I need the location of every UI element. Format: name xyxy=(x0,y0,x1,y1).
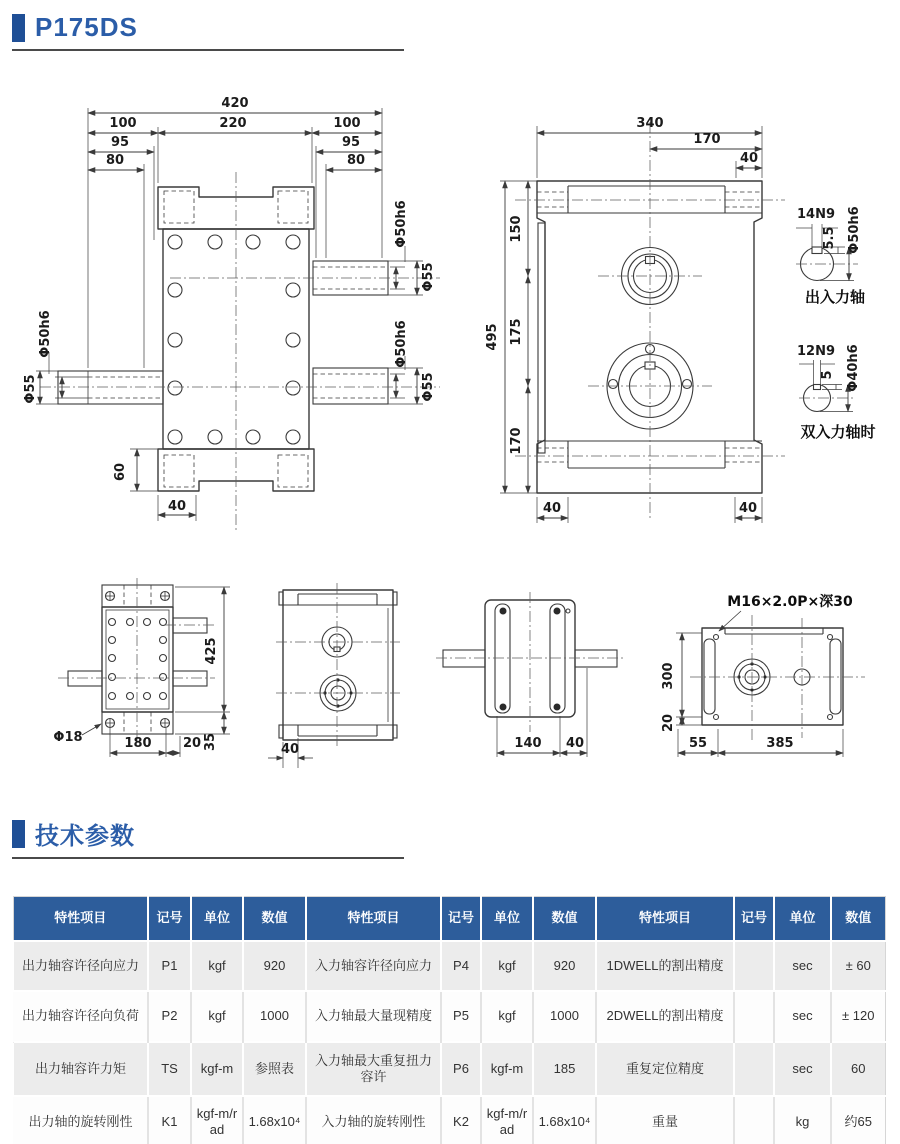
dim-label: 60 xyxy=(113,462,128,482)
section-header-specs xyxy=(12,816,404,859)
dim-label: 150 xyxy=(509,215,524,243)
dim-label: 170 xyxy=(693,132,721,147)
table-cell: kgf-m xyxy=(481,1042,533,1096)
dim-label: 425 xyxy=(204,637,219,665)
dim-label: 300 xyxy=(661,662,676,690)
table-header-cell: 数值 xyxy=(831,897,885,942)
table-cell: kgf xyxy=(481,941,533,991)
dim-label: 5.5 xyxy=(822,226,837,250)
table-cell: ± 60 xyxy=(831,941,885,991)
dim-label: 80 xyxy=(346,153,366,168)
bolt-holes xyxy=(168,235,300,444)
drawing-top-left-view xyxy=(23,96,440,532)
table-cell: kg xyxy=(774,1096,831,1144)
shaft-detail-dual-input xyxy=(797,344,876,441)
dim-label: 100 xyxy=(109,116,137,131)
table-row xyxy=(13,1096,885,1144)
table-cell: kgf-m xyxy=(191,1042,243,1096)
table-row xyxy=(13,941,885,991)
section-header-model xyxy=(12,12,404,51)
table-cell: kgf xyxy=(191,941,243,991)
table-cell: 约65 xyxy=(831,1096,885,1144)
face-holes xyxy=(109,619,167,700)
table-cell: ± 120 xyxy=(831,991,885,1042)
section-underline xyxy=(12,49,404,51)
table-cell: 60 xyxy=(831,1042,885,1096)
dim-label: 35 xyxy=(203,732,218,752)
table-cell: kgf-m/rad xyxy=(191,1096,243,1144)
table-cell: 2DWELL的割出精度 xyxy=(596,991,734,1042)
dim-label: 40 xyxy=(167,499,187,514)
dim-label: 180 xyxy=(124,736,152,751)
dim-label: Φ55 xyxy=(23,374,38,404)
table-cell: 1000 xyxy=(533,991,596,1042)
shaft-detail-output xyxy=(796,206,865,306)
table-cell: kgf-m/rad xyxy=(481,1096,533,1144)
output-shaft-label: 出入力轴 xyxy=(804,288,866,306)
dim-label: 40 xyxy=(739,151,759,166)
table-header-cell: 单位 xyxy=(774,897,831,942)
dim-label: 220 xyxy=(219,116,247,131)
table-cell xyxy=(734,1042,774,1096)
table-cell: K2 xyxy=(441,1096,481,1144)
table-row xyxy=(13,991,885,1042)
dim-label: 420 xyxy=(221,96,249,111)
dim-label: Φ40h6 xyxy=(846,344,861,392)
drawing-bottom-view-4 xyxy=(661,593,865,757)
section-title: 技术参数 xyxy=(35,823,135,850)
dim-label: 95 xyxy=(341,135,361,150)
dim-label: 80 xyxy=(105,153,125,168)
table-cell xyxy=(734,991,774,1042)
dim-label: Φ50h6 xyxy=(394,320,409,368)
dim-label: 12N9 xyxy=(796,344,836,359)
table-cell: P5 xyxy=(441,991,481,1042)
dim-label: Φ50h6 xyxy=(394,200,409,248)
table-cell: 出力轴的旋转刚性 xyxy=(13,1096,148,1144)
table-cell: 入力轴的旋转刚性 xyxy=(306,1096,441,1144)
dim-label: Φ50h6 xyxy=(847,206,862,254)
drawing-side-view-1 xyxy=(53,578,230,757)
dim-label: 20 xyxy=(182,736,202,751)
table-cell: kgf xyxy=(191,991,243,1042)
table-cell: P2 xyxy=(148,991,191,1042)
thread-spec-label: M16×2.0P×深30 xyxy=(727,594,853,610)
table-header-cell: 单位 xyxy=(191,897,243,942)
table-header-cell: 数值 xyxy=(243,897,306,942)
drawing-front-view-2 xyxy=(268,583,400,768)
table-cell: 185 xyxy=(533,1042,596,1096)
table-cell: kgf xyxy=(481,991,533,1042)
page-title: P175DS xyxy=(35,12,138,42)
table-cell: 1.68x10⁴ xyxy=(533,1096,596,1144)
table-cell: sec xyxy=(774,941,831,991)
dual-input-shaft-label: 双入力轴时 xyxy=(800,423,876,441)
table-cell: 重复定位精度 xyxy=(596,1042,734,1096)
table-cell: 1DWELL的割出精度 xyxy=(596,941,734,991)
section-marker xyxy=(12,820,25,848)
table-header-cell: 特性项目 xyxy=(306,897,441,942)
table-header-cell: 记号 xyxy=(734,897,774,942)
table-header-cell: 数值 xyxy=(533,897,596,942)
dim-label: 5 xyxy=(820,370,835,380)
table-cell: 1000 xyxy=(243,991,306,1042)
table-cell: 入力轴最大重复扭力容许 xyxy=(306,1042,441,1096)
section-underline xyxy=(12,857,404,859)
table-header-row xyxy=(13,897,885,942)
dim-label: Φ18 xyxy=(53,730,83,745)
table-cell: 920 xyxy=(533,941,596,991)
table-cell: 出力轴容许力矩 xyxy=(13,1042,148,1096)
dim-label: Φ55 xyxy=(421,262,436,292)
dim-label: 20 xyxy=(661,713,676,733)
table-cell: TS xyxy=(148,1042,191,1096)
dim-label: 140 xyxy=(514,736,542,751)
section-marker xyxy=(12,14,25,42)
table-cell: P6 xyxy=(441,1042,481,1096)
dim-label: 170 xyxy=(509,427,524,455)
dim-label: 40 xyxy=(738,501,758,516)
dim-label: 40 xyxy=(565,736,585,751)
dim-label: 100 xyxy=(333,116,361,131)
dim-label: 95 xyxy=(110,135,130,150)
dim-label: 40 xyxy=(280,742,300,757)
table-cell: sec xyxy=(774,1042,831,1096)
table-header-cell: 特性项目 xyxy=(596,897,734,942)
table-header-cell: 单位 xyxy=(481,897,533,942)
table-cell: 出力轴容许径向应力 xyxy=(13,941,148,991)
table-cell: sec xyxy=(774,991,831,1042)
drawing-side-view-3 xyxy=(436,592,625,757)
dim-label: 340 xyxy=(636,116,664,131)
table-cell: 入力轴最大量现精度 xyxy=(306,991,441,1042)
table-cell: P1 xyxy=(148,941,191,991)
table-cell: K1 xyxy=(148,1096,191,1144)
dim-label: 385 xyxy=(766,736,794,751)
drawing-top-right-view xyxy=(485,116,785,523)
table-cell xyxy=(734,941,774,991)
dim-label: 495 xyxy=(485,323,500,351)
table-header-cell: 记号 xyxy=(441,897,481,942)
table-cell: 重量 xyxy=(596,1096,734,1144)
dim-label: 14N9 xyxy=(796,207,836,222)
table-cell: P4 xyxy=(441,941,481,991)
table-cell: 参照表 xyxy=(243,1042,306,1096)
table-cell: 出力轴容许径向负荷 xyxy=(13,991,148,1042)
dim-label: 175 xyxy=(509,318,524,346)
spec-table xyxy=(12,896,886,1144)
table-row xyxy=(13,1042,885,1096)
table-cell xyxy=(734,1096,774,1144)
technical-drawings xyxy=(0,55,900,790)
table-cell: 入力轴容许径向应力 xyxy=(306,941,441,991)
table-header-cell: 特性项目 xyxy=(13,897,148,942)
dim-label: 40 xyxy=(542,501,562,516)
dim-label: Φ55 xyxy=(421,372,436,402)
dim-label: Φ50h6 xyxy=(38,310,53,358)
table-cell: 920 xyxy=(243,941,306,991)
dim-label: 55 xyxy=(688,736,708,751)
table-cell: 1.68x10⁴ xyxy=(243,1096,306,1144)
table-header-cell: 记号 xyxy=(148,897,191,942)
